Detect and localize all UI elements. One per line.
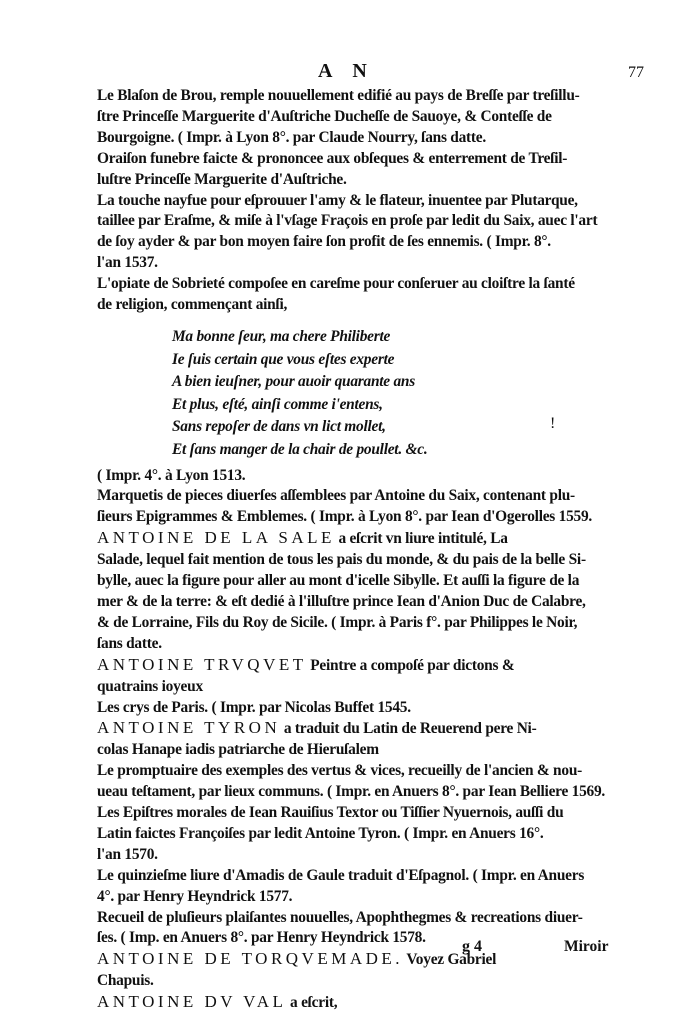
text-line: Les Epiſtres morales de Iean Rauiſius Textor ou Tiſſier Nyuernois, auſſi du: [97, 804, 564, 822]
page-number: 77: [628, 64, 644, 81]
text-line: mer & de la terre: & eſt dedié à l'illuſtre prince Iean d'Anion Duc de Calabre,: [97, 592, 586, 610]
entry-text: a eſcrit vn liure intitulé, La: [338, 530, 508, 548]
text-line: L'opiate de Sobrieté compoſee en careſme pour conſeruer au cloiſtre la ſanté: [97, 275, 575, 293]
verse-line: Et ſans manger de la chair de poullet. &c.: [172, 440, 428, 458]
verse-block: [172, 326, 615, 462]
author-entry-torquemada: [97, 949, 615, 971]
text-line: ( Impr. 4°. à Lyon 1513.: [97, 466, 246, 484]
text-line: colas Hanape iadis patriarche de Hieruſalem: [97, 741, 379, 759]
verse-line: Et plus, eſté, ainſi comme i'entens,: [172, 395, 383, 413]
text-line: ueau teſtament, par lieux communs. ( Impr. en Anuers 8°. par Iean Belliere 1569.: [97, 783, 606, 801]
text-line: ſtre Princeſſe Marguerite d'Auſtriche Ducheſſe de Sauoye, & Conteſſe de: [97, 107, 552, 125]
text-line: bylle, auec la figure pour aller au mont d'icelle Sibylle. Et auſſi la figure de la: [97, 572, 580, 590]
author-name: ANTOINE TYRON: [97, 718, 281, 738]
text-line: l'an 1570.: [97, 845, 158, 863]
author-name: ANTOINE DE LA SALE: [97, 528, 335, 548]
text-line: Bourgoigne. ( Impr. à Lyon 8°. par Claude Nourry, ſans datte.: [97, 128, 486, 146]
verse-margin-mark: !: [550, 415, 556, 432]
entry-text: a traduit du Latin de Reuerend pere Ni-: [283, 720, 537, 738]
signature-mark: g 4: [462, 938, 482, 955]
text-line: Latin faictes Françoiſes par ledit Antoine Tyron. ( Impr. en Anuers 16°.: [97, 824, 544, 842]
text-line: quatrains ioyeux: [97, 677, 203, 695]
text-line: 4°. par Henry Heyndrick 1577.: [97, 887, 293, 905]
text-line: La touche nayfue pour eſprouuer l'amy & le flateur, inuentee par Plutarque,: [97, 191, 578, 209]
text-line: Les crys de Paris. ( Impr. par Nicolas Buffet 1545.: [97, 698, 411, 716]
verse-line: A bien ieuſner, pour auoir quarante ans: [172, 373, 415, 391]
text-line: Le promptuaire des exemples des vertus & vices, recueilly de l'ancien & nou-: [97, 762, 582, 780]
text-line: de religion, commençant ainſi,: [97, 296, 288, 314]
text-line: ſes. ( Imp. en Anuers 8°. par Henry Heyndrick 1578.: [97, 929, 426, 947]
verse-line: Sans repoſer de dans vn lict mollet,: [172, 418, 386, 436]
text-line: taillee par Eraſme, & miſe à l'vſage Fraçois en proſe par ledit du Saix, auec l'art: [97, 212, 598, 230]
entry-text: a eſcrit,: [290, 994, 338, 1012]
text-line: & de Lorraine, Fils du Roy de Sicile. ( Impr. à Paris f°. par Philippes le Noir,: [97, 613, 578, 631]
verse-line: Ie ſuis certain que vous eſtes experte: [172, 350, 395, 368]
running-head: A N: [318, 60, 375, 82]
text-line: Salade, lequel fait mention de tous les pais du monde, & du pais de la belle Si-: [97, 551, 586, 569]
author-name: ANTOINE DV VAL: [97, 992, 287, 1012]
text-line: Le Blaſon de Brou, remple nouuellement edifié au pays de Breſſe par treſillu-: [97, 87, 580, 104]
text-line: Oraiſon funebre faicte & prononcee aux obſeques & enterrement de Treſil-: [97, 149, 568, 167]
verse-line: Ma bonne ſeur, ma chere Philiberte: [172, 327, 391, 345]
text-line: l'an 1537.: [97, 254, 158, 272]
text-line: luſtre Princeſſe Marguerite d'Auſtriche.: [97, 170, 347, 188]
entry-text: Voyez Gabriel: [406, 951, 497, 969]
author-entry-truquet: [97, 655, 615, 677]
author-entry-tyron: [97, 718, 615, 740]
text-line: ſieurs Epigrammes & Emblemes. ( Impr. à Lyon 8°. par Iean d'Ogerolles 1559.: [97, 508, 593, 526]
text-line: Recueil de pluſieurs plaiſantes nouuelles, Apophthegmes & recreations diuer-: [97, 908, 583, 926]
text-block: [97, 86, 615, 1014]
text-line: de ſoy ayder & par bon moyen faire ſon profit de ſes ennemis. ( Impr. 8°.: [97, 233, 551, 251]
catchword: Miroir: [564, 938, 609, 955]
author-entry-duval: [97, 992, 615, 1014]
text-line: Le quinzieſme liure d'Amadis de Gaule traduit d'Eſpagnol. ( Impr. en Anuers: [97, 866, 585, 884]
author-name: ANTOINE DE TORQVEMADE.: [97, 949, 404, 969]
author-entry-sale: [97, 528, 615, 550]
text-line: Marquetis de pieces diuerſes aſſemblees par Antoine du Saix, contenant plu-: [97, 487, 575, 505]
entry-text: Peintre a compoſé par dictons &: [310, 656, 515, 674]
text-line: ſans datte.: [97, 634, 162, 652]
text-line: Chapuis.: [97, 972, 154, 990]
author-name: ANTOINE TRVQVET: [97, 654, 307, 674]
